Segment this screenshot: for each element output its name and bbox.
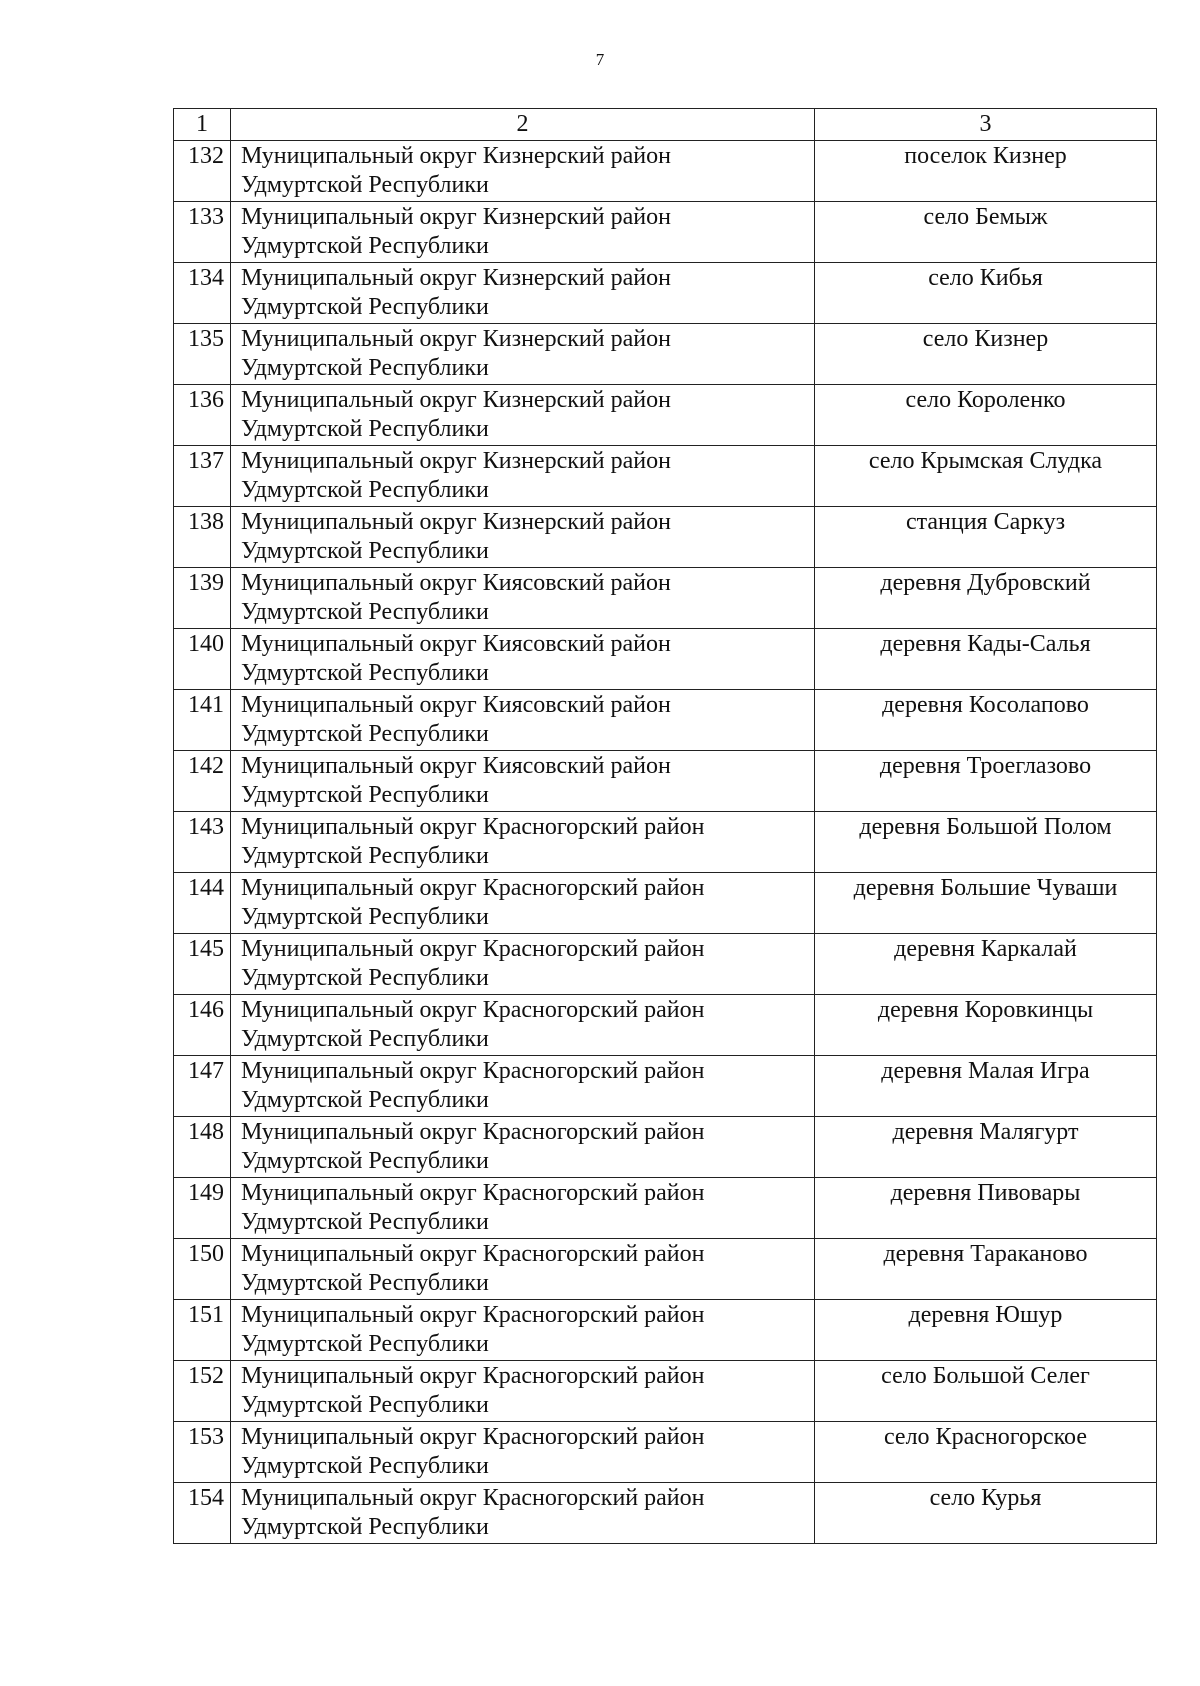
municipal-district-name: Муниципальный округ Красногорский район (241, 814, 705, 840)
republic-name: Удмуртской Республики (241, 1148, 489, 1174)
settlement-name: село Кибья (815, 263, 1157, 324)
municipal-district-name: Муниципальный округ Красногорский район (241, 997, 705, 1023)
republic-name: Удмуртской Республики (241, 416, 489, 442)
municipal-district-cell (231, 141, 815, 202)
republic-name: Удмуртской Республики (241, 904, 489, 930)
table-row (174, 1300, 1157, 1361)
page-number: 7 (595, 50, 605, 69)
republic-name: Удмуртской Республики (241, 172, 489, 198)
table-header (174, 109, 1157, 141)
municipal-district-name: Муниципальный округ Красногорский район (241, 1424, 705, 1450)
municipal-district-cell (231, 568, 815, 629)
municipal-district-cell (231, 1300, 815, 1361)
settlement-name: село Курья (815, 1483, 1157, 1544)
municipal-district-cell (231, 446, 815, 507)
municipal-district-cell (231, 812, 815, 873)
republic-name: Удмуртской Республики (241, 1270, 489, 1296)
settlement-name: деревня Дубровский (815, 568, 1157, 629)
settlement-name: село Бемыж (815, 202, 1157, 263)
municipal-district-cell (231, 1178, 815, 1239)
republic-name: Удмуртской Республики (241, 965, 489, 991)
municipal-district-cell (231, 1117, 815, 1178)
settlement-name: село Крымская Слудка (815, 446, 1157, 507)
settlement-name: деревня Малягурт (815, 1117, 1157, 1178)
republic-name: Удмуртской Республики (241, 1392, 489, 1418)
table-row (174, 1361, 1157, 1422)
settlement-name: село Кизнер (815, 324, 1157, 385)
settlement-name: деревня Каркалай (815, 934, 1157, 995)
table-row (174, 812, 1157, 873)
table-row (174, 934, 1157, 995)
settlements-table (173, 108, 1157, 1544)
table-row (174, 507, 1157, 568)
row-number: 149 (174, 1178, 231, 1239)
republic-name: Удмуртской Республики (241, 1453, 489, 1479)
municipal-district-name: Муниципальный округ Кизнерский район (241, 265, 671, 291)
row-number: 147 (174, 1056, 231, 1117)
municipal-district-name: Муниципальный округ Киясовский район (241, 753, 671, 779)
table-row (174, 1483, 1157, 1544)
settlement-name: деревня Юшур (815, 1300, 1157, 1361)
settlement-name: деревня Большой Полом (815, 812, 1157, 873)
row-number: 151 (174, 1300, 231, 1361)
municipal-district-name: Муниципальный округ Кизнерский район (241, 387, 671, 413)
settlement-name: деревня Пивовары (815, 1178, 1157, 1239)
row-number: 137 (174, 446, 231, 507)
municipal-district-name: Муниципальный округ Кизнерский район (241, 326, 671, 352)
municipal-district-name: Муниципальный округ Красногорский район (241, 1180, 705, 1206)
table-row (174, 385, 1157, 446)
municipal-district-name: Муниципальный округ Красногорский район (241, 1302, 705, 1328)
municipal-district-name: Муниципальный округ Киясовский район (241, 631, 671, 657)
row-number: 139 (174, 568, 231, 629)
table-row (174, 751, 1157, 812)
table-row (174, 141, 1157, 202)
table-row (174, 324, 1157, 385)
settlement-name: село Короленко (815, 385, 1157, 446)
republic-name: Удмуртской Республики (241, 660, 489, 686)
row-number: 148 (174, 1117, 231, 1178)
settlement-name: деревня Косолапово (815, 690, 1157, 751)
municipal-district-name: Муниципальный округ Красногорский район (241, 1241, 705, 1267)
municipal-district-cell (231, 690, 815, 751)
municipal-district-cell (231, 873, 815, 934)
municipal-district-name: Муниципальный округ Красногорский район (241, 936, 705, 962)
row-number: 153 (174, 1422, 231, 1483)
column-header-3: 3 (815, 109, 1157, 141)
column-header-1: 1 (174, 109, 231, 141)
municipal-district-cell (231, 1239, 815, 1300)
row-number: 135 (174, 324, 231, 385)
municipal-district-cell (231, 385, 815, 446)
row-number: 134 (174, 263, 231, 324)
municipal-district-name: Муниципальный округ Киясовский район (241, 692, 671, 718)
table-row (174, 202, 1157, 263)
municipal-district-cell (231, 995, 815, 1056)
table-row (174, 568, 1157, 629)
municipal-district-cell (231, 263, 815, 324)
municipal-district-cell (231, 507, 815, 568)
municipal-district-name: Муниципальный округ Красногорский район (241, 1363, 705, 1389)
header-row (174, 109, 1157, 141)
municipal-district-name: Муниципальный округ Красногорский район (241, 1485, 705, 1511)
table-row (174, 263, 1157, 324)
settlement-name: деревня Малая Игра (815, 1056, 1157, 1117)
settlement-name: деревня Кады-Салья (815, 629, 1157, 690)
municipal-district-name: Муниципальный округ Кизнерский район (241, 143, 671, 169)
municipal-district-cell (231, 1422, 815, 1483)
column-header-2: 2 (231, 109, 815, 141)
row-number: 143 (174, 812, 231, 873)
municipal-district-cell (231, 934, 815, 995)
municipal-district-cell (231, 202, 815, 263)
table-row (174, 873, 1157, 934)
row-number: 145 (174, 934, 231, 995)
settlement-name: деревня Большие Чуваши (815, 873, 1157, 934)
municipal-district-name: Муниципальный округ Красногорский район (241, 875, 705, 901)
row-number: 132 (174, 141, 231, 202)
settlement-name: станция Саркуз (815, 507, 1157, 568)
settlement-name: деревня Тараканово (815, 1239, 1157, 1300)
row-number: 138 (174, 507, 231, 568)
row-number: 154 (174, 1483, 231, 1544)
settlement-name: поселок Кизнер (815, 141, 1157, 202)
republic-name: Удмуртской Республики (241, 355, 489, 381)
table-row (174, 1178, 1157, 1239)
republic-name: Удмуртской Республики (241, 782, 489, 808)
settlement-name: село Красногорское (815, 1422, 1157, 1483)
municipal-district-cell (231, 629, 815, 690)
municipal-district-name: Муниципальный округ Красногорский район (241, 1119, 705, 1145)
table-row (174, 446, 1157, 507)
republic-name: Удмуртской Республики (241, 538, 489, 564)
municipal-district-name: Муниципальный округ Кизнерский район (241, 448, 671, 474)
table-row (174, 1117, 1157, 1178)
municipal-district-cell (231, 324, 815, 385)
row-number: 133 (174, 202, 231, 263)
table-row (174, 1422, 1157, 1483)
row-number: 136 (174, 385, 231, 446)
row-number: 150 (174, 1239, 231, 1300)
republic-name: Удмуртской Республики (241, 843, 489, 869)
row-number: 142 (174, 751, 231, 812)
table-row (174, 1239, 1157, 1300)
row-number: 152 (174, 1361, 231, 1422)
republic-name: Удмуртской Республики (241, 477, 489, 503)
table-row (174, 1056, 1157, 1117)
republic-name: Удмуртской Республики (241, 1026, 489, 1052)
municipal-district-name: Муниципальный округ Красногорский район (241, 1058, 705, 1084)
settlement-name: деревня Троеглазово (815, 751, 1157, 812)
table-body (174, 141, 1157, 1544)
republic-name: Удмуртской Республики (241, 599, 489, 625)
table-row (174, 995, 1157, 1056)
republic-name: Удмуртской Республики (241, 294, 489, 320)
municipal-district-name: Муниципальный округ Кизнерский район (241, 204, 671, 230)
republic-name: Удмуртской Республики (241, 721, 489, 747)
settlement-name: деревня Коровкинцы (815, 995, 1157, 1056)
settlement-name: село Большой Селег (815, 1361, 1157, 1422)
table-row (174, 629, 1157, 690)
municipal-district-cell (231, 1483, 815, 1544)
republic-name: Удмуртской Республики (241, 1331, 489, 1357)
table-row (174, 690, 1157, 751)
republic-name: Удмуртской Республики (241, 1514, 489, 1540)
republic-name: Удмуртской Республики (241, 233, 489, 259)
municipal-district-name: Муниципальный округ Киясовский район (241, 570, 671, 596)
row-number: 146 (174, 995, 231, 1056)
municipal-district-cell (231, 1361, 815, 1422)
republic-name: Удмуртской Республики (241, 1087, 489, 1113)
municipal-district-name: Муниципальный округ Кизнерский район (241, 509, 671, 535)
row-number: 141 (174, 690, 231, 751)
row-number: 144 (174, 873, 231, 934)
municipal-district-cell (231, 751, 815, 812)
municipal-district-cell (231, 1056, 815, 1117)
row-number: 140 (174, 629, 231, 690)
republic-name: Удмуртской Республики (241, 1209, 489, 1235)
